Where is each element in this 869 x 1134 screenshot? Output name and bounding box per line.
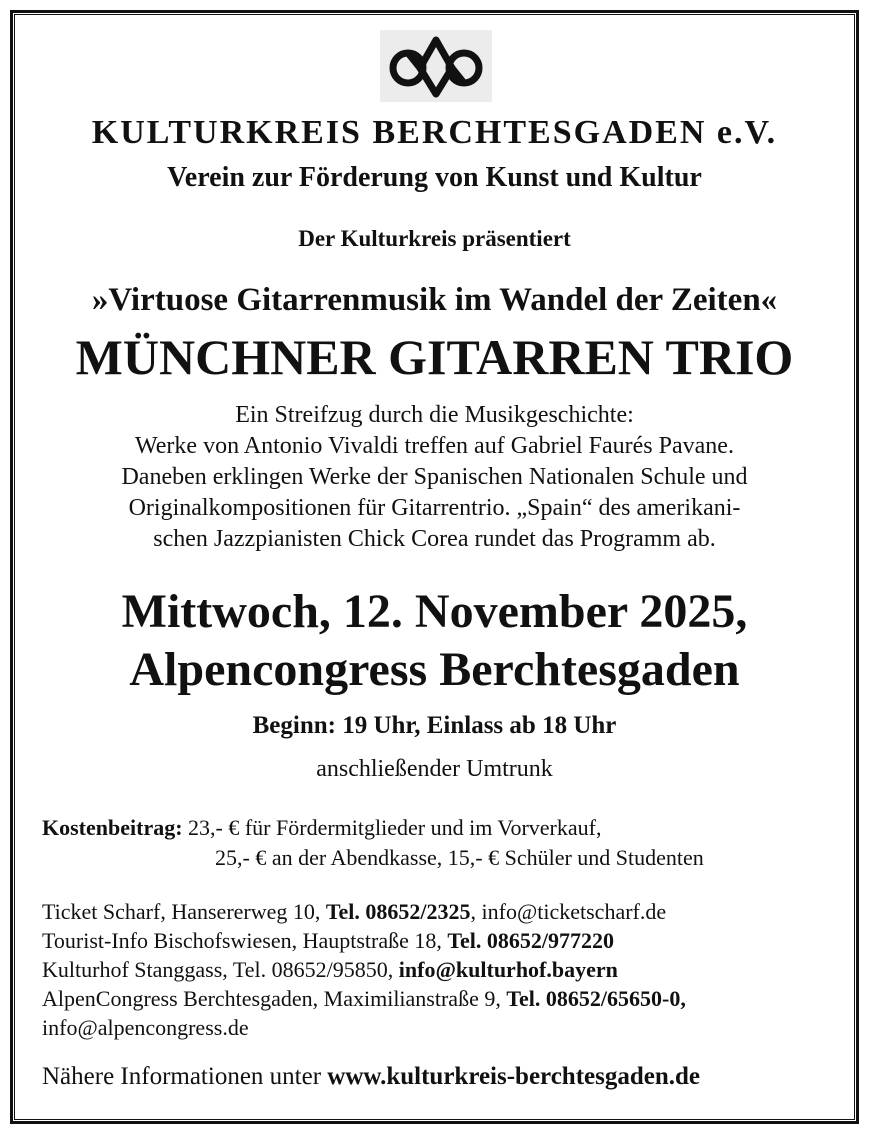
description-line: Ein Streifzug durch die Musikgeschichte: [235, 402, 634, 428]
ensemble-name: MÜNCHNER GITARREN TRIO [75, 329, 794, 385]
event-description [0, 400, 869, 555]
organization-subtitle: Verein zur Förderung von Kunst und Kultur [167, 162, 702, 193]
outlet-phone: Tel. 08652/65650-0, [506, 986, 686, 1011]
ticket-outlets [42, 897, 686, 1042]
outlet-email: info@kulturhof.bayern [398, 957, 618, 982]
outlet-email: , info@ticketscharf.de [470, 899, 667, 924]
outlet-address: Ticket Scharf, Hansererweg 10, [42, 899, 326, 924]
outlet-phone: Tel. 08652/977220 [447, 928, 615, 953]
outlet-address: Tourist-Info Bischofswiesen, Hauptstraße 18, [42, 928, 448, 953]
outlet-alpencongress-email: info@alpencongress.de [42, 1015, 249, 1040]
concert-title: »Virtuose Gitarrenmusik im Wandel der Zeiten« [91, 282, 778, 318]
cost-line-1: 23,- € für Fördermitglieder und im Vorverkauf, [182, 815, 602, 840]
knot-ornament-icon [380, 30, 492, 102]
description-line: schen Jazzpianisten Chick Corea rundet das Programm ab. [153, 526, 716, 552]
presents-line: Der Kulturkreis präsentiert [298, 226, 571, 251]
outlet-address: Kulturhof Stanggass, Tel. 08652/95850, [42, 957, 399, 982]
description-line: Originalkompositionen für Gitarrentrio. „Spain“ des amerikani- [128, 495, 741, 521]
date-venue [0, 583, 869, 699]
organization-name: KULTURKREIS BERCHTESGADEN e.V. [91, 114, 778, 151]
event-venue: Alpencongress Berchtesgaden [129, 643, 740, 696]
description-line: Daneben erklingen Werke der Spanischen Nationalen Schule und [121, 464, 748, 490]
outlet-phone: Tel. 08652/2325 [325, 899, 471, 924]
website-link[interactable]: www.kulturkreis-berchtesgaden.de [327, 1063, 701, 1090]
begin-time: Beginn: 19 Uhr, Einlass ab 18 Uhr [252, 712, 617, 739]
more-info [42, 1063, 700, 1091]
outlet-address: AlpenCongress Berchtesgaden, Maximilianstraße 9, [42, 986, 507, 1011]
after-event: anschließender Umtrunk [316, 756, 553, 782]
cost-label: Kostenbeitrag: [42, 815, 183, 840]
outlet-tourist-info [42, 926, 686, 955]
cost-line-2: 25,- € an der Abendkasse, 15,- € Schüler und Studenten [215, 845, 704, 870]
outlet-kulturhof [42, 955, 686, 984]
description-line: Werke von Antonio Vivaldi treffen auf Gabriel Faurés Pavane. [135, 433, 734, 459]
more-info-label: Nähere Informationen unter [42, 1063, 328, 1090]
outlet-alpencongress [42, 984, 686, 1013]
cost-section [42, 813, 704, 873]
event-date: Mittwoch, 12. November 2025, [121, 585, 748, 638]
outlet-ticket-scharf [42, 897, 686, 926]
